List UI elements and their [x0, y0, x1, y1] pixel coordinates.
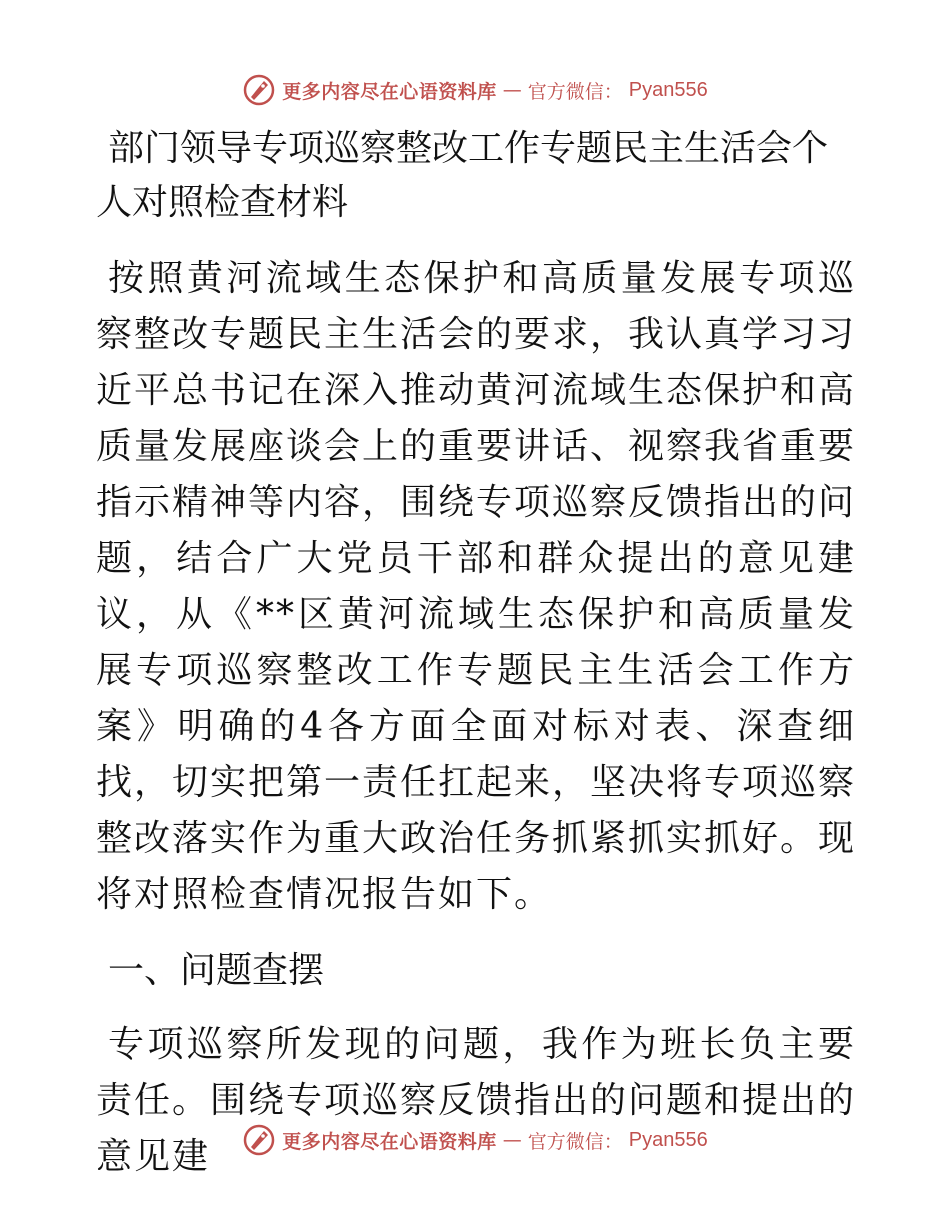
section-heading-problems: 一、问题查摆 [108, 950, 325, 991]
pen-nib-logo-icon [242, 1123, 276, 1157]
footer-watermark [0, 1120, 950, 1160]
document-title: 部门领导专项巡察整改工作专题民主生活会个人对照检查材料 [96, 128, 829, 223]
watermark-main-text: 更多内容尽在心语资料库 [282, 80, 497, 103]
watermark-dash: — [502, 79, 522, 101]
watermark-wechat-id: Pyan556 [628, 1128, 708, 1151]
pen-nib-logo-icon [242, 73, 276, 107]
watermark-wechat-label: 官方微信： [527, 80, 623, 103]
watermark-wechat-label: 官方微信： [527, 1130, 623, 1153]
paragraph-problems: 专项巡察所发现的问题，我作为班长负主要责任。围绕专项巡察反馈指出的问题和提出的意见建 [96, 1024, 857, 1177]
watermark-main-text: 更多内容尽在心语资料库 [282, 1130, 497, 1153]
paragraph-intro: 按照黄河流域生态保护和高质量发展专项巡察整改专题民主生活会的要求，我认真学习习近平总书记在深入推动黄河流域生态保护和高质量发展座谈会上的重要讲话、视察我省重要指示精神等内容，围绕专项巡察反馈指出的问题，结合广大党员干部和群众提出的意见建议，从《**区黄河流域生态保护和高质量发展专项巡察整改工作专题民主生活会工作方案》明确的4各方面全面对标对表、深查细找，切实把第一责任扛起来，坚决将专项巡察整改落实作为重大政治任务抓紧抓实抓好。现将对照检查情况报告如下。 [96, 258, 857, 915]
document-body [96, 122, 856, 1185]
header-watermark [0, 70, 950, 110]
watermark-dash: — [502, 1129, 522, 1151]
watermark-wechat-id: Pyan556 [628, 78, 708, 101]
